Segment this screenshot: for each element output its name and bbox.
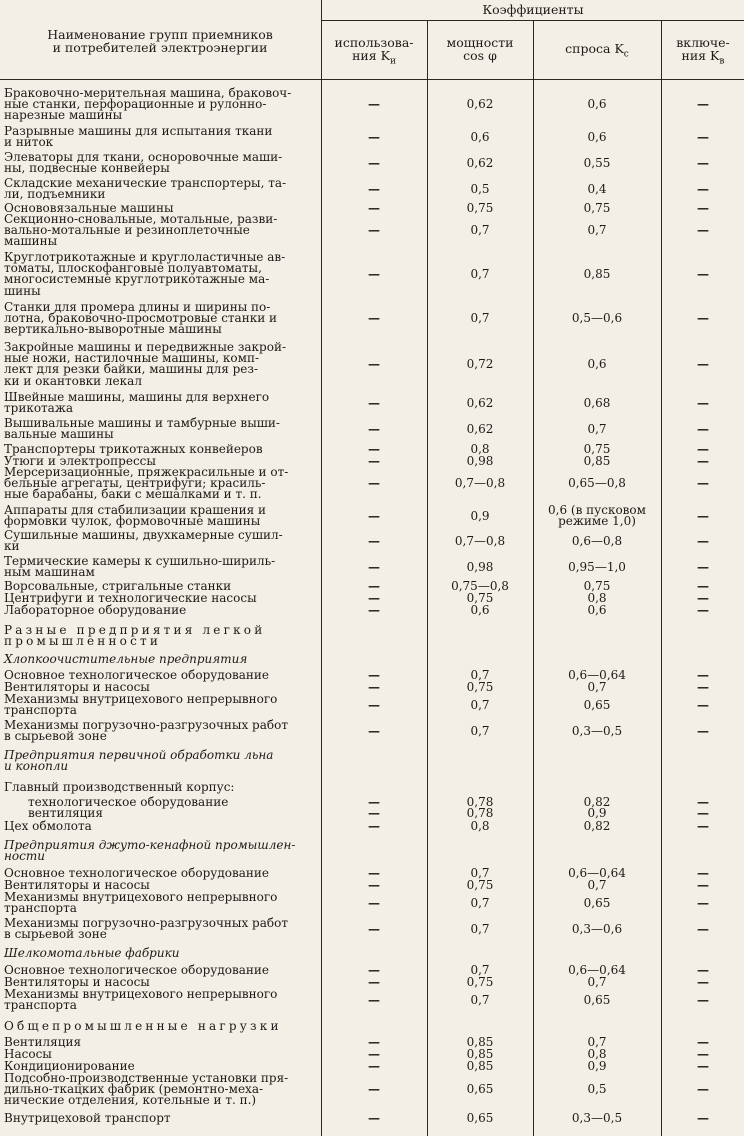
kv-value: —	[697, 476, 709, 491]
cos-value: 0,85	[466, 1059, 494, 1073]
kc-value: 0,7	[587, 223, 607, 238]
row-name: Основное технологическое оборудование	[4, 866, 269, 880]
cos-value: 0,85	[466, 1047, 494, 1061]
kv-value: —	[697, 129, 709, 144]
cos-value: 0,8	[470, 442, 490, 456]
kn-value: —	[368, 1111, 380, 1125]
row-name: Лабораторное оборудование	[4, 603, 187, 617]
kn-value: —	[368, 819, 380, 833]
kn-header-sub: и	[389, 56, 396, 67]
cos-value: 0,75	[466, 680, 494, 694]
cos-value: 0,7	[470, 921, 490, 936]
cos-value: 0,7	[470, 668, 490, 682]
kv-value: —	[697, 1059, 709, 1073]
kv-value: —	[697, 311, 709, 326]
header-divider	[321, 20, 744, 21]
kn-value: —	[368, 223, 380, 238]
kc-value: 0,6—0,8	[571, 533, 623, 548]
cos-value: 0,75	[466, 975, 494, 989]
kn-value: —	[368, 579, 380, 593]
row-name: Механизмы внутрицехового непрерывного транспорта	[4, 987, 278, 1013]
row-name: Механизмы погрузочно-разгрузочных работ в сырьевой зоне	[4, 718, 288, 744]
kv-value: —	[697, 181, 709, 196]
section-heading: Общепромышленные нагрузки	[4, 1019, 282, 1033]
kc-value: 0,75	[583, 579, 611, 593]
row-name: Основное технологическое оборудование	[4, 668, 269, 682]
kn-value: —	[368, 1035, 380, 1049]
kn-value: —	[368, 895, 380, 910]
kn-value: —	[368, 559, 380, 574]
kc-value: 0,82 0,9	[583, 795, 611, 821]
kn-value: —	[368, 201, 380, 215]
cos-column-header: мощности cos φ	[446, 35, 514, 63]
kv-value: —	[697, 201, 709, 215]
kv-value: —	[697, 356, 709, 371]
kc-value: 0,6	[587, 356, 607, 371]
row-name: Вентиляторы и насосы	[4, 878, 150, 892]
kc-value: 0,65	[583, 992, 611, 1007]
row-name: Насосы	[4, 1047, 52, 1061]
cos-value: 0,8	[470, 819, 490, 833]
cos-value: 0,98	[466, 559, 494, 574]
cos-value: 0,5	[470, 181, 490, 196]
cos-value: 0,78 0,78	[466, 795, 494, 821]
kn-value: —	[368, 476, 380, 491]
kv-value: —	[697, 266, 709, 281]
kc-value: 0,5	[587, 1082, 607, 1097]
row-name: Внутрицеховой транспорт	[4, 1111, 171, 1125]
kv-value: —	[697, 921, 709, 936]
kc-value: 0,65	[583, 895, 611, 910]
kn-value: —	[368, 266, 380, 281]
cos-value: 0,65	[466, 1082, 494, 1097]
section-heading: Шелкомотальные фабрики	[4, 946, 180, 960]
kn-value: —	[368, 155, 380, 170]
cos-value: 0,7	[470, 223, 490, 238]
row-name: Вентиляторы и насосы	[4, 975, 150, 989]
kv-value: —	[697, 442, 709, 456]
row-name: Механизмы погрузочно-разгрузочных работ в сырьевой зоне	[4, 916, 288, 942]
row-name: Швейные машины, машины для верхнего трикотажа	[4, 390, 270, 416]
kn-value: —	[368, 697, 380, 712]
kn-value: —	[368, 1082, 380, 1097]
kv-value: —	[697, 878, 709, 892]
kv-value: —	[697, 866, 709, 880]
cos-value: 0,7	[470, 895, 490, 910]
group-column-header: Наименование групп приемников и потребителей электроэнергии	[47, 27, 273, 55]
cos-value: 0,62	[466, 395, 494, 410]
kc-header-text: спроса K	[565, 41, 624, 56]
row-name: Сушильные машины, двухкамерные сушил- ки	[4, 528, 283, 554]
cos-value: 0,7	[470, 963, 490, 977]
kv-value: —	[697, 1111, 709, 1125]
cos-value: 0,62	[466, 421, 494, 436]
row-name: Станки для промера длины и ширины по- лотна, браковочно-просмотровые станки и вертикально-выворотные машины	[4, 300, 278, 337]
kn-value: — —	[368, 795, 380, 821]
cos-value: 0,7	[470, 866, 490, 880]
row-name: Браковочно-мерительная машина, браковоч- ные станки, перфорационные и рулонно- нарезные машины	[4, 86, 292, 123]
row-name: Транспортеры трикотажных конвейеров	[4, 442, 263, 456]
kv-value: —	[697, 533, 709, 548]
kc-value: 0,65	[583, 697, 611, 712]
kn-value: —	[368, 963, 380, 977]
section-heading: Предприятия первичной обработки льна и конопли	[4, 748, 274, 774]
row-name: Мерсеризационные, пряжекрасильные и от- бельные агрегаты, центрифуги; красиль- ные барабаны, баки с мешалками и т. п.	[4, 465, 289, 502]
kn-value: —	[368, 975, 380, 989]
cos-value: 0,98	[466, 454, 494, 468]
kv-value: —	[697, 155, 709, 170]
kn-header-text: использова- ния K	[334, 35, 414, 63]
cos-value: 0,7—0,8	[454, 533, 506, 548]
row-name: Вентиляторы и насосы	[4, 680, 150, 694]
cos-value: 0,62	[466, 155, 494, 170]
row-name: Вентиляция	[4, 1035, 82, 1049]
kv-value: —	[697, 668, 709, 682]
kv-value: —	[697, 421, 709, 436]
kc-value: 0,7	[587, 1035, 607, 1049]
cos-value: 0,72	[466, 356, 494, 371]
row-name: Подсобно-производственные установки пря- дильно-ткацких фабрик (ремонтно-меха- нические отделения, котельные и т. п.)	[4, 1071, 289, 1108]
kc-value: 0,75	[583, 201, 611, 215]
kn-value: —	[368, 878, 380, 892]
kn-value: —	[368, 668, 380, 682]
kn-value: —	[368, 866, 380, 880]
row-name: Термические камеры к сушильно-шириль- ным машинам	[4, 554, 276, 580]
kc-header-sub: с	[623, 49, 629, 60]
kc-value: 0,5—0,6	[571, 311, 623, 326]
cos-value: 0,75—0,8	[451, 579, 509, 593]
kn-value: —	[368, 680, 380, 694]
cos-value: 0,85	[466, 1035, 494, 1049]
kv-value: — —	[697, 795, 709, 821]
kn-value: —	[368, 97, 380, 112]
row-name: Складские механические транспортеры, та- ли, подъемники	[4, 176, 287, 202]
kc-value: 0,6—0,64	[568, 963, 626, 977]
kv-value: —	[697, 223, 709, 238]
kc-value: 0,8	[587, 591, 607, 605]
kn-value: —	[368, 992, 380, 1007]
kc-value: 0,3—0,6	[571, 921, 623, 936]
kc-value: 0,9	[587, 1059, 607, 1073]
kv-value: —	[697, 591, 709, 605]
cos-value: 0,75	[466, 591, 494, 605]
kc-column-header	[534, 42, 660, 62]
row-name: Элеваторы для ткани, осноровочные маши- ны, подвесные конвейеры	[4, 150, 283, 176]
cos-value: 0,7	[470, 697, 490, 712]
kv-value: —	[697, 697, 709, 712]
kc-value: 0,4	[587, 181, 607, 196]
cos-value: 0,6	[470, 129, 490, 144]
kc-value: 0,8	[587, 1047, 607, 1061]
kn-value: —	[368, 421, 380, 436]
row-name: технологическое оборудование вентиляция	[28, 795, 229, 821]
row-name: Вышивальные машины и тамбурные выши- вальные машины	[4, 416, 280, 442]
kc-value: 0,6	[587, 603, 607, 617]
kn-value: —	[368, 311, 380, 326]
kn-value: —	[368, 921, 380, 936]
cos-value: 0,75	[466, 201, 494, 215]
row-name: Основовязальные машины	[4, 201, 174, 215]
kv-value: —	[697, 1082, 709, 1097]
kn-value: —	[368, 129, 380, 144]
kc-value: 0,85	[583, 266, 611, 281]
kv-header-text: включе- ния K	[676, 35, 730, 63]
kv-value: —	[697, 963, 709, 977]
row-name: Кондиционирование	[4, 1059, 135, 1073]
kc-value: 0,3—0,5	[571, 1111, 623, 1125]
row-name: Основное технологическое оборудование	[4, 963, 269, 977]
kv-value: —	[697, 395, 709, 410]
kv-value: —	[697, 1035, 709, 1049]
kc-value: 0,7	[587, 680, 607, 694]
section-heading: Предприятия джуто-кенафной промышлен- ности	[4, 838, 296, 864]
cos-value: 0,62	[466, 97, 494, 112]
cos-value: 0,7	[470, 266, 490, 281]
kc-value: 0,85	[583, 454, 611, 468]
cos-value: 0,7	[470, 311, 490, 326]
kc-value: 0,6	[587, 129, 607, 144]
cos-value: 0,7	[470, 992, 490, 1007]
kc-value: 0,6—0,64	[568, 866, 626, 880]
kn-value: —	[368, 1059, 380, 1073]
cos-value: 0,75	[466, 878, 494, 892]
kc-value: 0,6—0,64	[568, 668, 626, 682]
row-name: Утюги и электропрессы	[4, 454, 156, 468]
row-name: Главный производственный корпус:	[4, 780, 235, 794]
kv-value: —	[697, 723, 709, 738]
cos-value: 0,6	[470, 603, 490, 617]
kv-header-sub: в	[719, 56, 725, 67]
kn-value: —	[368, 591, 380, 605]
kc-value: 0,55	[583, 155, 611, 170]
kv-value: —	[697, 579, 709, 593]
kc-value: 0,6 (в пусковом режиме 1,0)	[548, 503, 646, 529]
kc-value: 0,3—0,5	[571, 723, 623, 738]
kv-value: —	[697, 680, 709, 694]
coefficients-header: Коэффициенты	[482, 2, 584, 17]
row-name: Центрифуги и технологические насосы	[4, 591, 257, 605]
kn-value: —	[368, 395, 380, 410]
kc-value: 0,75	[583, 442, 611, 456]
kc-value: 0,82	[583, 819, 611, 833]
kc-value: 0,7	[587, 421, 607, 436]
kv-value: —	[697, 559, 709, 574]
kn-value: —	[368, 454, 380, 468]
kn-value: —	[368, 181, 380, 196]
kv-value: —	[697, 508, 709, 523]
kn-value: —	[368, 603, 380, 617]
cos-value: 0,65	[466, 1111, 494, 1125]
kn-value: —	[368, 442, 380, 456]
row-name: Разрывные машины для испытания ткани и ниток	[4, 124, 273, 150]
kv-value: —	[697, 819, 709, 833]
row-name: Круглотрикотажные и круглоластичные ав- томаты, плоскофанговые полуавтоматы, многосистемные круглотрикотажные ма- шины	[4, 250, 286, 298]
row-name: Цех обмолота	[4, 819, 92, 833]
kc-value: 0,65—0,8	[568, 476, 626, 491]
kc-value: 0,6	[587, 97, 607, 112]
kn-column-header	[322, 36, 426, 69]
row-name: Механизмы внутрицехового непрерывного транспорта	[4, 692, 278, 718]
kn-value: —	[368, 508, 380, 523]
kn-value: —	[368, 1047, 380, 1061]
kv-value: —	[697, 603, 709, 617]
kc-value: 0,7	[587, 878, 607, 892]
row-name: Секционно-сновальные, мотальные, разви- вально-мотальные и резиноплеточные машины	[4, 212, 278, 249]
kn-value: —	[368, 533, 380, 548]
kv-value: —	[697, 895, 709, 910]
kc-value: 0,95—1,0	[568, 559, 626, 574]
kv-value: —	[697, 975, 709, 989]
cos-value: 0,7—0,8	[454, 476, 506, 491]
kc-value: 0,7	[587, 975, 607, 989]
cos-value: 0,7	[470, 723, 490, 738]
kn-value: —	[368, 356, 380, 371]
kn-value: —	[368, 723, 380, 738]
section-heading: Разные предприятия легкой промышленности	[4, 623, 266, 649]
cos-value: 0,9	[470, 508, 490, 523]
kv-value: —	[697, 1047, 709, 1061]
kv-value: —	[697, 454, 709, 468]
kv-value: —	[697, 97, 709, 112]
row-name: Ворсовальные, стригальные станки	[4, 579, 232, 593]
row-name: Аппараты для стабилизации крашения и формовки чулок, формовочные машины	[4, 503, 267, 529]
row-name: Механизмы внутрицехового непрерывного транспорта	[4, 890, 278, 916]
kv-value: —	[697, 992, 709, 1007]
section-heading: Хлопкоочистительные предприятия	[4, 652, 248, 666]
row-name: Закройные машины и передвижные закрой- ные ножи, настилочные машины, комп- лект для резки байки, машины для рез- ки и окантовки лекал	[4, 340, 287, 388]
kv-column-header	[662, 36, 744, 69]
header-bottom-rule	[0, 79, 744, 80]
kc-value: 0,68	[583, 395, 611, 410]
